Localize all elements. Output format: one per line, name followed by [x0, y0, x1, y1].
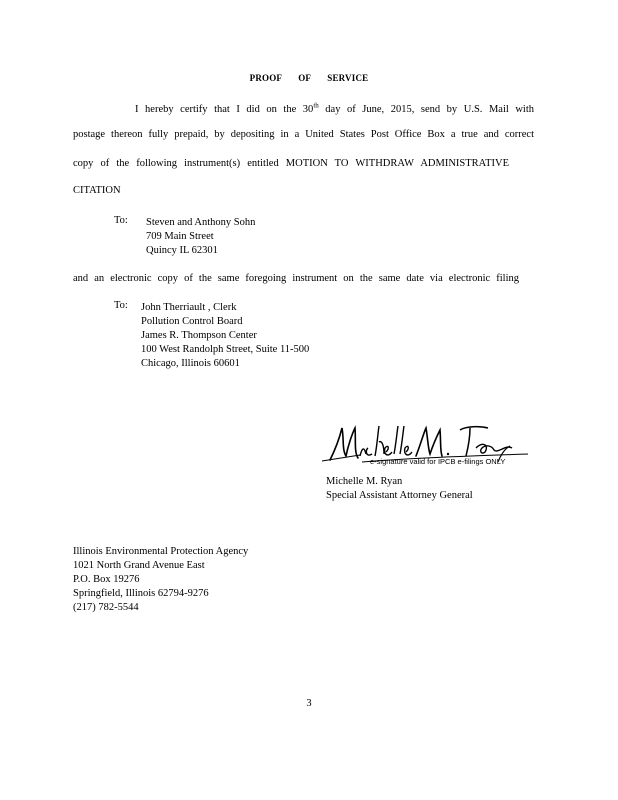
ordinal-suffix: th	[313, 101, 319, 109]
recipient-1-address	[146, 216, 255, 258]
certification-line-4: CITATION	[73, 185, 121, 196]
recipient-1-city: Quincy IL 62301	[146, 245, 218, 256]
e-signature-note: e-signature valid for IPCB e-filings ONLY	[370, 457, 506, 466]
agency-street: 1021 North Grand Avenue East	[73, 560, 205, 571]
recipient-1-name: Steven and Anthony Sohn	[146, 217, 256, 228]
agency-name: Illinois Environmental Protection Agency	[73, 546, 249, 557]
certification-line-3: copy of the following instrument(s) entitled MOTION TO WITHDRAW ADMINISTRATIVE	[73, 158, 509, 169]
certification-line-1	[135, 102, 534, 115]
recipient-2-building: James R. Thompson Center	[141, 330, 257, 341]
certification-text: I hereby certify that I did on the 30th day of June, 2015, send by U.S. Mail with	[135, 101, 534, 115]
signatory-title: Special Assistant Attorney General	[326, 490, 473, 501]
recipient-2-city: Chicago, Illinois 60601	[141, 358, 240, 369]
electronic-filing-line: and an electronic copy of the same foregoing instrument on the same date via electronic filing	[73, 273, 519, 284]
signatory-block	[326, 475, 473, 503]
agency-phone: (217) 782-5544	[73, 602, 139, 613]
recipient-2-name: John Therriault , Clerk	[141, 302, 237, 313]
document-title: PROOF OF SERVICE	[249, 73, 369, 83]
page-number: 3	[306, 698, 312, 709]
agency-po-box: P.O. Box 19276	[73, 574, 140, 585]
agency-city: Springfield, Illinois 62794-9276	[73, 588, 209, 599]
to-label-2: To:	[114, 300, 128, 311]
certification-line-2: postage thereon fully prepaid, by depositing in a United States Post Office Box a true and correct	[73, 129, 534, 140]
recipient-2-street: 100 West Randolph Street, Suite 11-500	[141, 344, 310, 355]
to-label-1: To:	[114, 215, 128, 226]
recipient-2-address	[141, 301, 309, 371]
recipient-2-office: Pollution Control Board	[141, 316, 243, 327]
recipient-1-street: 709 Main Street	[146, 231, 214, 242]
agency-address-block	[73, 545, 248, 615]
signatory-name: Michelle M. Ryan	[326, 476, 403, 487]
